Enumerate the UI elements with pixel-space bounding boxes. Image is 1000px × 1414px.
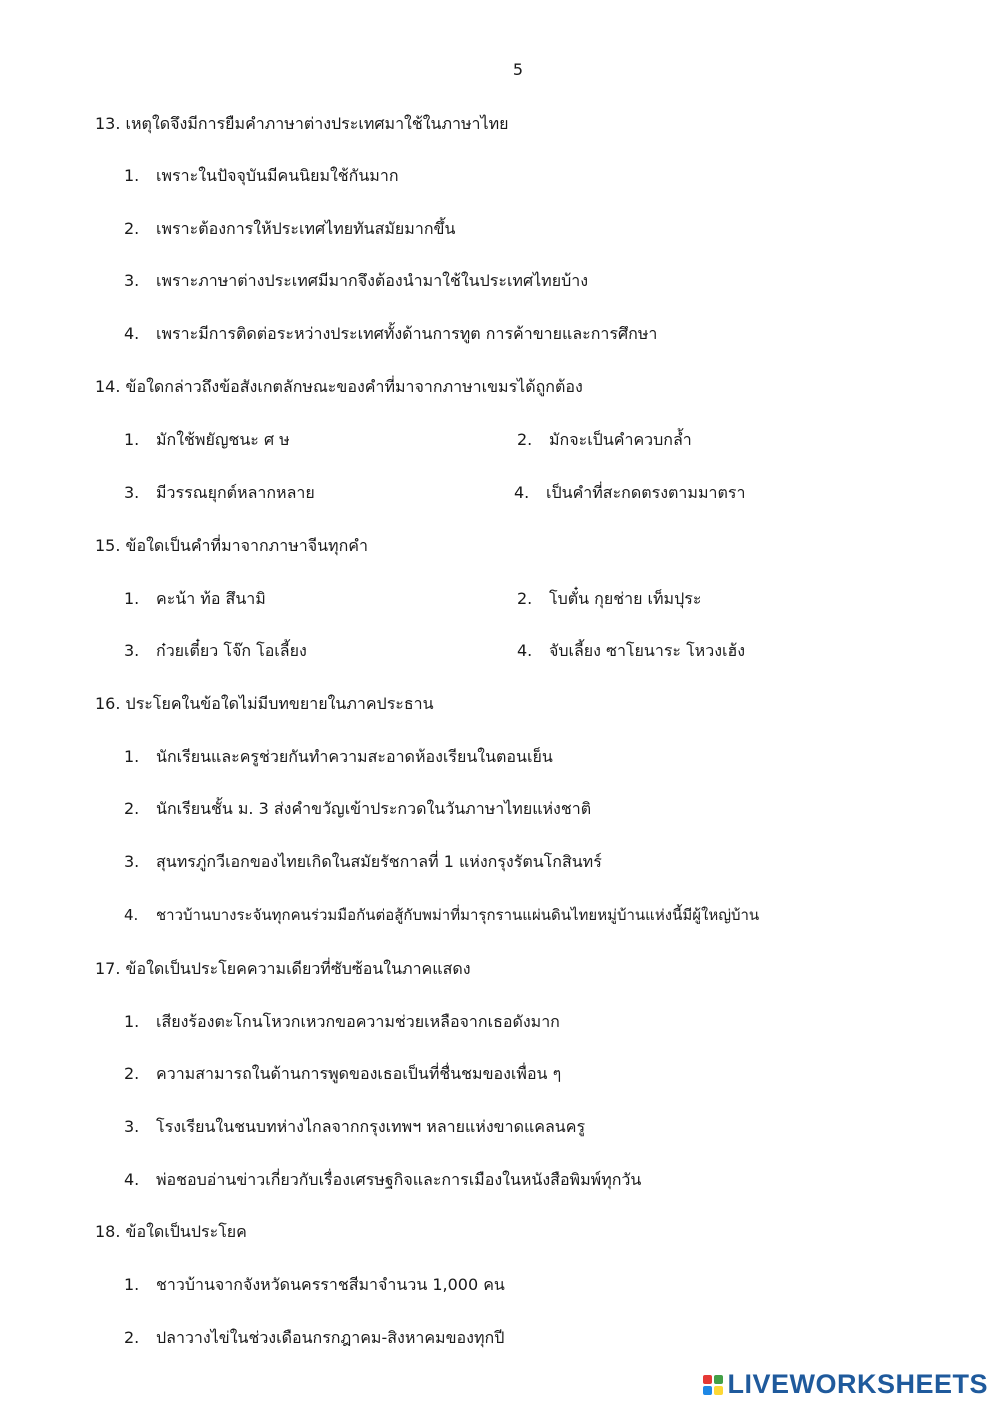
choice-number: 1.	[124, 1275, 140, 1294]
choice-text: เป็นคำที่สะกดตรงตามมาตรา	[546, 483, 746, 502]
logo-square-1	[703, 1375, 712, 1384]
choice-text: มีวรรณยุกต์หลากหลาย	[156, 483, 315, 502]
choice-number: 2.	[124, 1328, 140, 1347]
choice-text: ความสามารถในด้านการพูดของเธอเป็นที่ชื่นชมของเพื่อน ๆ	[156, 1064, 562, 1083]
choice-text: มักใช้พยัญชนะ ศ ษ	[156, 430, 290, 449]
question-17: 17. ข้อใดเป็นประโยคความเดียวที่ซับซ้อนในภาคแสดง	[95, 959, 471, 978]
choice-number: 3.	[124, 1117, 140, 1136]
choice-text: เสียงร้องตะโกนโหวกเหวกขอความช่วยเหลือจากเธอดังมาก	[156, 1012, 560, 1031]
choice-13-1[interactable]	[124, 164, 399, 189]
choice-14-1[interactable]	[124, 428, 290, 453]
choice-18-1[interactable]	[124, 1273, 505, 1298]
choice-15-2[interactable]	[517, 587, 701, 612]
choice-number: 3.	[124, 641, 140, 660]
choice-13-4[interactable]	[124, 322, 657, 347]
liveworksheets-brand	[703, 1369, 988, 1400]
choice-16-1[interactable]	[124, 745, 553, 770]
question-14: 14. ข้อใดกล่าวถึงข้อสังเกตลักษณะของคำที่มาจากภาษาเขมรได้ถูกต้อง	[95, 377, 583, 396]
choice-number: 4.	[124, 324, 140, 343]
choice-13-3[interactable]	[124, 269, 588, 294]
choice-18-2[interactable]	[124, 1326, 504, 1351]
choice-14-4[interactable]	[514, 481, 745, 506]
choice-number: 3.	[124, 483, 140, 502]
choice-number: 3.	[124, 271, 140, 290]
choice-16-4[interactable]	[124, 903, 759, 927]
choice-text: ชาวบ้านบางระจันทุกคนร่วมมือกันต่อสู้กับพม่าที่มารุกรานแผ่นดินไทยหมู่บ้านแห่งนี้มีผู้ใหญ่บ้าน	[156, 906, 760, 924]
choice-text: เพราะภาษาต่างประเทศมีมากจึงต้องนำมาใช้ในประเทศไทยบ้าง	[156, 271, 589, 290]
choice-16-2[interactable]	[124, 797, 591, 822]
logo-square-4	[714, 1386, 723, 1395]
choice-text: จับเลี้ยง ซาโยนาระ โหวงเฮ้ง	[549, 641, 746, 660]
choice-text: เพราะในปัจจุบันมีคนนิยมใช้กันมาก	[156, 166, 399, 185]
choice-17-1[interactable]	[124, 1010, 560, 1035]
choice-text: คะน้า ท้อ สึนามิ	[156, 589, 266, 608]
choice-number: 1.	[124, 1012, 140, 1031]
choice-number: 2.	[124, 219, 140, 238]
choice-text: พ่อชอบอ่านข่าวเกี่ยวกับเรื่องเศรษฐกิจและการเมืองในหนังสือพิมพ์ทุกวัน	[156, 1170, 642, 1189]
choice-17-3[interactable]	[124, 1115, 585, 1140]
question-18: 18. ข้อใดเป็นประโยค	[95, 1222, 247, 1241]
choice-number: 4.	[517, 641, 533, 660]
choice-16-3[interactable]	[124, 850, 602, 875]
choice-text: เพราะมีการติดต่อระหว่างประเทศทั้งด้านการทูต การค้าขายและการศึกษา	[156, 324, 658, 343]
choice-15-4[interactable]	[517, 639, 745, 664]
question-16: 16. ประโยคในข้อใดไม่มีบทขยายในภาคประธาน	[95, 694, 434, 713]
choice-number: 1.	[124, 430, 140, 449]
choice-text: ก๋วยเตี๋ยว โจ๊ก โอเลี้ยง	[156, 641, 307, 660]
choice-17-4[interactable]	[124, 1168, 641, 1193]
page-number: 5	[512, 60, 524, 79]
question-13: 13. เหตุใดจึงมีการยืมคำภาษาต่างประเทศมาใช้ในภาษาไทย	[95, 114, 509, 133]
logo-square-2	[714, 1375, 723, 1384]
choice-text: สุนทรภู่กวีเอกของไทยเกิดในสมัยรัชกาลที่ 1 แห่งกรุงรัตนโกสินทร์	[156, 852, 602, 871]
choice-number: 2.	[517, 430, 533, 449]
choice-number: 3.	[124, 852, 140, 871]
choice-text: ชาวบ้านจากจังหวัดนครราชสีมาจำนวน 1,000 คน	[156, 1275, 505, 1294]
choice-text: มักจะเป็นคำควบกล้ำ	[549, 430, 692, 449]
choice-15-1[interactable]	[124, 587, 266, 612]
choice-text: นักเรียนชั้น ม. 3 ส่งคำขวัญเข้าประกวดในวันภาษาไทยแห่งชาติ	[156, 799, 592, 818]
choice-14-2[interactable]	[517, 428, 692, 453]
choice-number: 4.	[514, 483, 530, 502]
brand-text: LIVEWORKSHEETS	[727, 1369, 988, 1399]
choice-13-2[interactable]	[124, 217, 455, 242]
choice-17-2[interactable]	[124, 1062, 561, 1087]
choice-text: เพราะต้องการให้ประเทศไทยทันสมัยมากขึ้น	[156, 219, 456, 238]
choice-number: 1.	[124, 747, 140, 766]
choice-text: โรงเรียนในชนบทห่างไกลจากกรุงเทพฯ หลายแห่งขาดแคลนครู	[156, 1117, 586, 1136]
choice-14-3[interactable]	[124, 481, 315, 506]
choice-number: 1.	[124, 589, 140, 608]
choice-15-3[interactable]	[124, 639, 307, 664]
choice-number: 4.	[124, 1170, 140, 1189]
choice-number: 1.	[124, 166, 140, 185]
choice-text: โบตั๋น กุยช่าย เท็มปุระ	[549, 589, 702, 608]
choice-text: ปลาวางไข่ในช่วงเดือนกรกฎาคม-สิงหาคมของทุกปี	[156, 1328, 505, 1347]
choice-text: นักเรียนและครูช่วยกันทำความสะอาดห้องเรียนในตอนเย็น	[156, 747, 553, 766]
liveworksheets-logo-icon	[703, 1375, 723, 1395]
choice-number: 2.	[517, 589, 533, 608]
choice-number: 2.	[124, 1064, 140, 1083]
question-15: 15. ข้อใดเป็นคำที่มาจากภาษาจีนทุกคำ	[95, 536, 368, 555]
choice-number: 4.	[124, 906, 139, 924]
choice-number: 2.	[124, 799, 140, 818]
logo-square-3	[703, 1386, 712, 1395]
